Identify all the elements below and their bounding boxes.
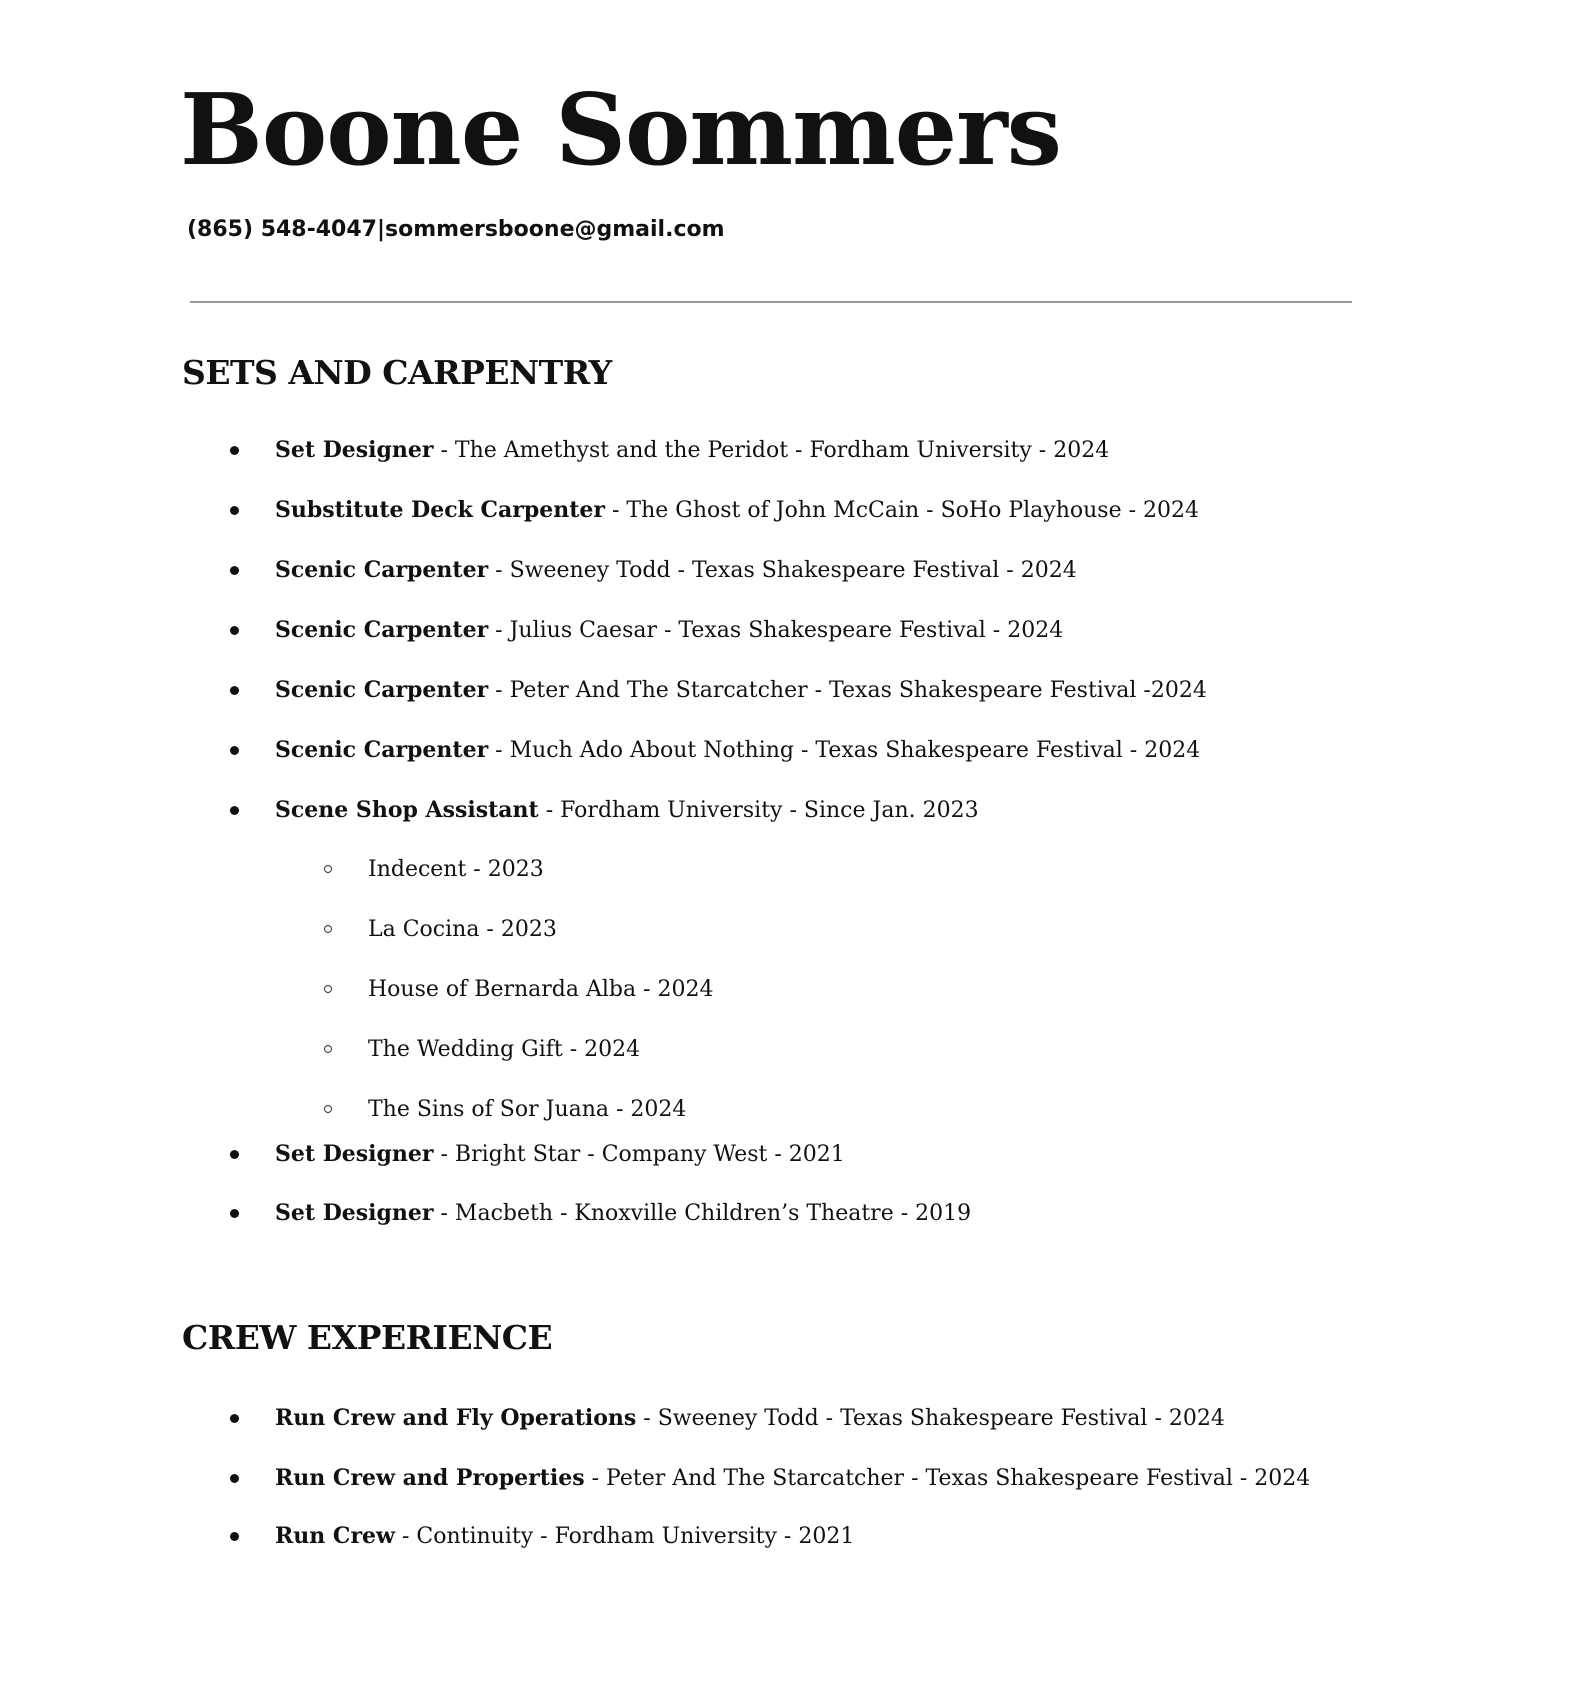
bullet-icon (230, 506, 239, 515)
bullet-icon (230, 1474, 239, 1483)
list-item-text (275, 795, 979, 826)
list-item-text (275, 1139, 845, 1170)
bullet-icon (230, 1150, 239, 1159)
list-item-text (275, 555, 1077, 586)
list-item-role: Set Designer (275, 1141, 434, 1167)
bullet-icon (230, 1209, 239, 1218)
list-item-text (275, 1463, 1310, 1494)
list-item-role: Run Crew and Properties (275, 1465, 585, 1491)
sub-list-item-text: La Cocina - 2023 (368, 917, 557, 942)
list-item-detail: - Peter And The Starcatcher - Texas Shakespeare Festival - 2024 (584, 1466, 1311, 1491)
list-item-text (275, 735, 1200, 766)
list-item-detail: - Peter And The Starcatcher - Texas Shakespeare Festival -2024 (488, 678, 1207, 703)
list-item-text (275, 675, 1207, 706)
header-divider (190, 301, 1352, 303)
list-item-detail: - Continuity - Fordham University - 2021 (394, 1524, 855, 1549)
list-item-role: Scenic Carpenter (275, 677, 489, 703)
list-item-role: Run Crew and Fly Operations (275, 1405, 637, 1431)
list-item-role: Run Crew (275, 1523, 395, 1549)
list-item-text (275, 1403, 1225, 1434)
hollow-bullet-icon (324, 985, 332, 993)
list-item-detail: - Sweeney Todd - Texas Shakespeare Festival - 2024 (636, 1406, 1225, 1431)
list-item-role: Substitute Deck Carpenter (275, 497, 605, 523)
list-item-text (275, 1521, 854, 1552)
list-item-text (275, 435, 1109, 466)
list-item-text (275, 495, 1199, 526)
list-item-text (275, 615, 1063, 646)
list-item-detail: - The Ghost of John McCain - SoHo Playhouse - 2024 (605, 498, 1200, 523)
sub-list-item-text: Indecent - 2023 (368, 857, 544, 882)
list-item-text (275, 1198, 971, 1229)
bullet-icon (230, 746, 239, 755)
list-item-detail: - Macbeth - Knoxville Children’s Theatre - 2019 (433, 1201, 972, 1226)
list-item-detail: - Sweeney Todd - Texas Shakespeare Festival - 2024 (488, 558, 1077, 583)
sub-list-item-text: The Sins of Sor Juana - 2024 (368, 1097, 687, 1122)
hollow-bullet-icon (324, 925, 332, 933)
list-item-role: Scenic Carpenter (275, 617, 489, 643)
bullet-icon (230, 566, 239, 575)
bullet-icon (230, 806, 239, 815)
list-item-role: Set Designer (275, 1200, 434, 1226)
applicant-name: Boone Sommers (180, 73, 1061, 188)
sub-list-item-text: House of Bernarda Alba - 2024 (368, 977, 714, 1002)
hollow-bullet-icon (324, 1045, 332, 1053)
bullet-icon (230, 1414, 239, 1423)
contact-info: (865) 548-4047|sommersboone@gmail.com (187, 217, 725, 242)
list-item-detail: - Julius Caesar - Texas Shakespeare Festival - 2024 (488, 618, 1064, 643)
list-item-detail: - Bright Star - Company West - 2021 (433, 1142, 845, 1167)
bullet-icon (230, 446, 239, 455)
list-item-detail: - Much Ado About Nothing - Texas Shakespeare Festival - 2024 (488, 738, 1201, 763)
section-title-crew-experience: CREW EXPERIENCE (182, 1318, 553, 1357)
list-item-detail: - Fordham University - Since Jan. 2023 (538, 798, 979, 823)
list-item-role: Scenic Carpenter (275, 737, 489, 763)
list-item-detail: - The Amethyst and the Peridot - Fordham University - 2024 (433, 438, 1110, 463)
sub-list-item-text: The Wedding Gift - 2024 (368, 1037, 641, 1062)
bullet-icon (230, 686, 239, 695)
hollow-bullet-icon (324, 1105, 332, 1113)
hollow-bullet-icon (324, 865, 332, 873)
list-item-role: Scenic Carpenter (275, 557, 489, 583)
section-title-sets-and-carpentry: SETS AND CARPENTRY (182, 353, 612, 392)
list-item-role: Set Designer (275, 437, 434, 463)
list-item-role: Scene Shop Assistant (275, 797, 539, 823)
bullet-icon (230, 626, 239, 635)
bullet-icon (230, 1532, 239, 1541)
